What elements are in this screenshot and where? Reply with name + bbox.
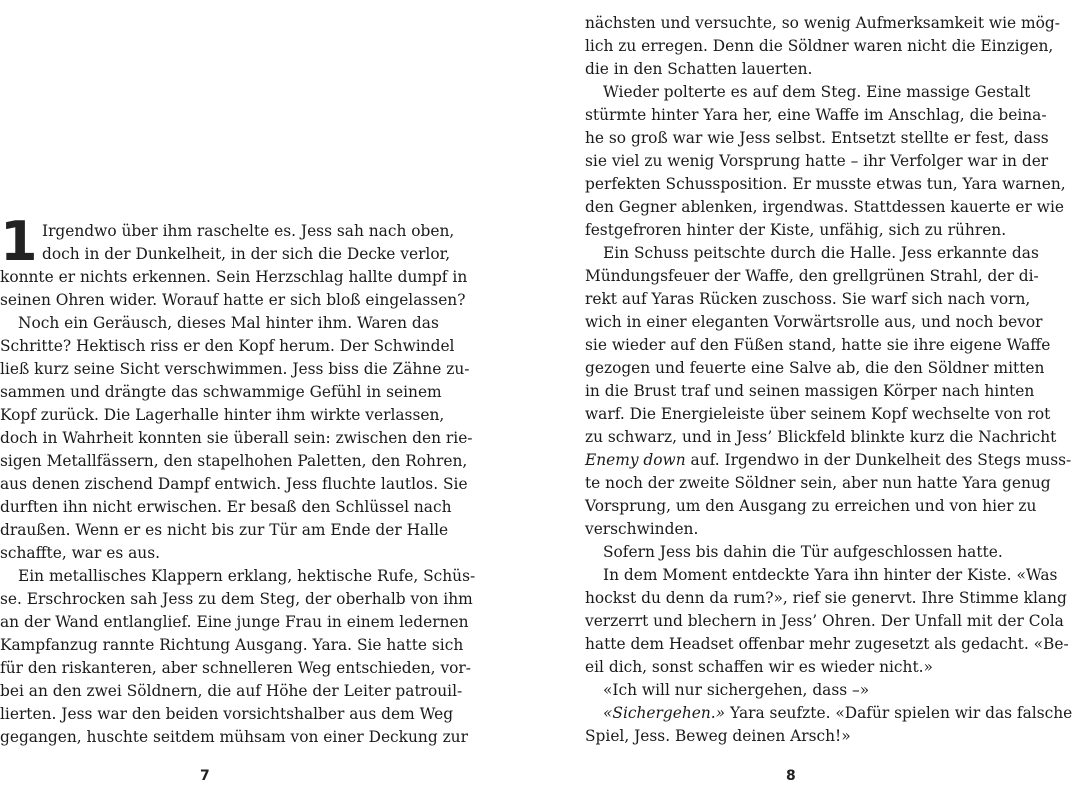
text-line: Kampfanzug rannte Richtung Ausgang. Yara. Sie hatte sich [0, 636, 464, 654]
text-line: lierten. Jess war den beiden vorsichtshalber aus dem Weg [0, 705, 454, 723]
text-line [585, 702, 1072, 725]
text-line: bei an den zwei Söldnern, die auf Höhe der Leiter patrouil- [0, 682, 463, 700]
text-line: sammen und drängte das schwammige Gefühl in seinem [0, 383, 442, 401]
text-line: Spiel, Jess. Beweg deinen Arsch!» [585, 727, 851, 745]
text-line: schaffte, war es aus. [0, 544, 160, 562]
text-line: Vorsprung, um den Ausgang zu erreichen und von hier zu [585, 497, 1037, 515]
text-line: in die Brust traf und seinen massigen Körper nach hinten [585, 382, 1035, 400]
italic-phrase: «Sichergehen.» [603, 704, 726, 722]
line-rest: auf. Irgendwo in der Dunkelheit des Stegs muss- [685, 451, 1072, 469]
text-line: «Ich will nur sichergehen, dass –» [603, 681, 870, 699]
text-line: wich in einer eleganten Vorwärtsrolle aus, und noch bevor [585, 313, 1043, 331]
text-line: rekt auf Yaras Rücken zuschoss. Sie warf sich nach vorn, [585, 290, 1031, 308]
text-line: Ein Schuss peitschte durch die Halle. Jess erkannte das [603, 244, 1039, 262]
text-line: stürmte hinter Yara her, eine Waffe im Anschlag, die beina- [585, 106, 1047, 124]
text-line: Mündungsfeuer der Waffe, den grellgrünen Strahl, der di- [585, 267, 1039, 285]
text-line: draußen. Wenn er es nicht bis zur Tür am Ende der Halle [0, 521, 449, 539]
text-line: für den riskanteren, aber schnelleren Weg entschieden, vor- [0, 659, 471, 677]
chapter-number-dropcap: 1 [0, 210, 38, 273]
text-line: verschwinden. [585, 520, 699, 538]
text-line: In dem Moment entdeckte Yara ihn hinter der Kiste. «Was [603, 566, 1058, 584]
text-line: ließ kurz seine Sicht verschwimmen. Jess biss die Zähne zu- [0, 360, 470, 378]
text-line: perfekten Schussposition. Er musste etwas tun, Yara warnen, [585, 175, 1066, 193]
text-line: verzerrt und blechern in Jess’ Ohren. Der Unfall mit der Cola [585, 612, 1064, 630]
text-line: sie viel zu wenig Vorsprung hatte – ihr Verfolger war in der [585, 152, 1049, 170]
text-line: Schritte? Hektisch riss er den Kopf herum. Der Schwindel [0, 337, 455, 355]
text-line: Kopf zurück. Die Lagerhalle hinter ihm wirkte verlassen, [0, 406, 445, 424]
line-rest: Yara seufzte. «Dafür spielen wir das falsche [725, 704, 1072, 722]
text-line: konnte er nichts erkennen. Sein Herzschlag hallte dumpf in [0, 268, 468, 286]
italic-phrase: Enemy down [585, 451, 686, 469]
text-line: doch in der Dunkelheit, in der sich die Decke verlor, [42, 245, 451, 263]
text-line: lich zu erregen. Denn die Söldner waren nicht die Einzigen, [585, 37, 1054, 55]
text-line [585, 449, 1072, 472]
text-line: seinen Ohren wider. Worauf hatte er sich bloß eingelassen? [0, 291, 466, 309]
text-line: he so groß war wie Jess selbst. Entsetzt stellte er fest, dass [585, 129, 1049, 147]
text-line: te noch der zweite Söldner sein, aber nun hatte Yara genug [585, 474, 1051, 492]
text-line: sie wieder auf den Füßen stand, hatte sie ihre eigene Waffe [585, 336, 1051, 354]
text-line: nächsten und versuchte, so wenig Aufmerksamkeit wie mög- [585, 14, 1060, 32]
text-line: gezogen und feuerte eine Salve ab, die den Söldner mitten [585, 359, 1045, 377]
text-line: aus denen zischend Dampf entwich. Jess fluchte lautlos. Sie [0, 475, 468, 493]
text-line: warf. Die Energieleiste über seinem Kopf wechselte von rot [585, 405, 1051, 423]
text-line: Wieder polterte es auf dem Steg. Eine massige Gestalt [603, 83, 1031, 101]
text-line: Irgendwo über ihm raschelte es. Jess sah nach oben, [42, 222, 455, 240]
text-line: an der Wand entlanglief. Eine junge Frau in einem ledernen [0, 613, 469, 631]
text-line: hockst du denn da rum?», rief sie genervt. Ihre Stimme klang [585, 589, 1067, 607]
text-line: eil dich, sonst schaffen wir es wieder nicht.» [585, 658, 933, 676]
text-line: hatte dem Headset offenbar mehr zugesetzt als gedacht. «Be- [585, 635, 1069, 653]
text-line: die in den Schatten lauerten. [585, 60, 813, 78]
text-line: sigen Metallfässern, den stapelhohen Paletten, den Rohren, [0, 452, 468, 470]
text-line: gegangen, huschte seitdem mühsam von einer Deckung zur [0, 728, 468, 746]
text-line: Noch ein Geräusch, dieses Mal hinter ihm. Waren das [18, 314, 439, 332]
page-number: 7 [200, 768, 210, 784]
text-line: Sofern Jess bis dahin die Tür aufgeschlossen hatte. [603, 543, 1003, 561]
text-line: doch in Wahrheit konnten sie überall sein: zwischen den rie- [0, 429, 473, 447]
text-line: den Gegner ablenken, irgendwas. Stattdessen kauerte er wie [585, 198, 1064, 216]
text-line: durften ihn nicht erwischen. Er besaß den Schlüssel nach [0, 498, 452, 516]
text-line: se. Erschrocken sah Jess zu dem Steg, der oberhalb von ihm [0, 590, 473, 608]
page-number: 8 [786, 768, 796, 784]
text-line: Ein metallisches Klappern erklang, hektische Rufe, Schüs- [18, 567, 476, 585]
text-line: zu schwarz, und in Jess’ Blickfeld blinkte kurz die Nachricht [585, 428, 1057, 446]
text-line: festgefroren hinter der Kiste, unfähig, sich zu rühren. [585, 221, 1007, 239]
